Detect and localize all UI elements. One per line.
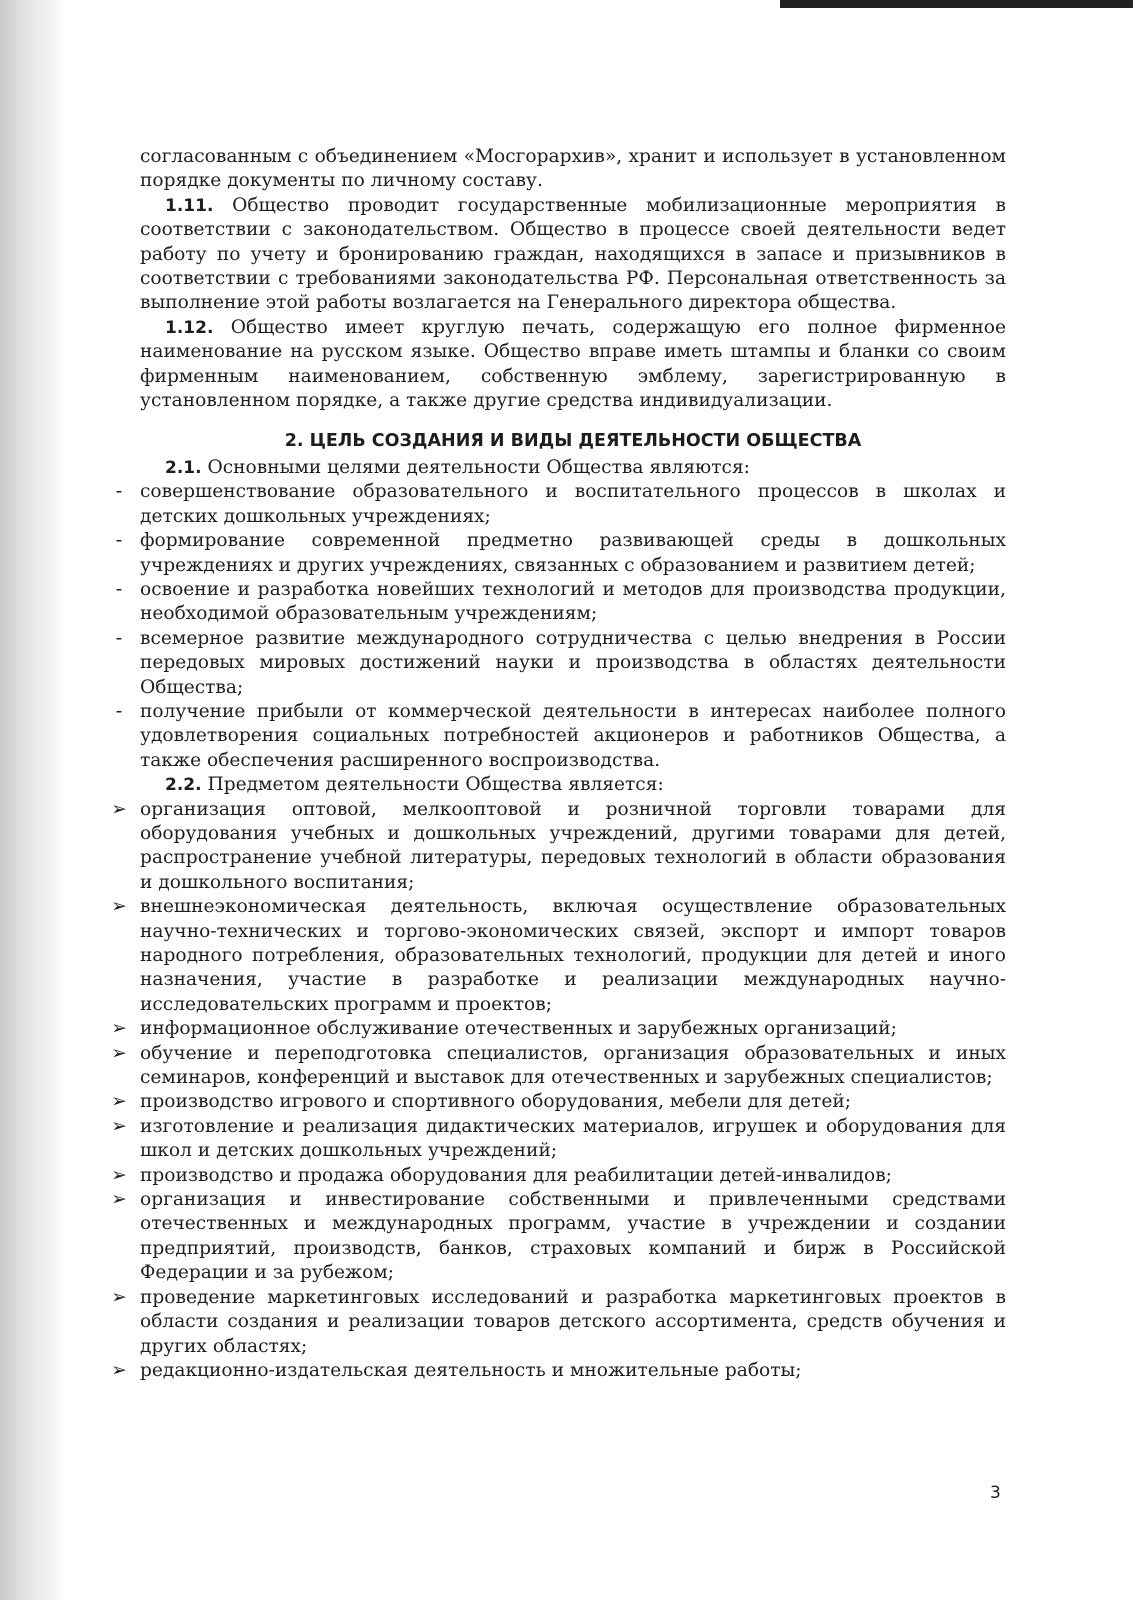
bullet-marker: ➢: [111, 1189, 127, 1211]
bullet-marker: ➢: [111, 798, 127, 820]
list-item-text: совершенствование образовательного и воспитательного процессов в школах и детских дошкольных учреждениях;: [140, 481, 1006, 527]
list-item: [111, 798, 1006, 896]
list-item-text: производство игрового и спортивного оборудования, мебели для детей;: [140, 1091, 851, 1113]
list-item-text: редакционно-издательская деятельность и множительные работы;: [140, 1359, 802, 1381]
list-item: [111, 1115, 1006, 1164]
bullet-marker: ➢: [111, 1042, 127, 1064]
paragraph-1-12: [140, 316, 1006, 414]
page-number: 3: [990, 1483, 1001, 1503]
list-item-text: информационное обслуживание отечественных и зарубежных организаций;: [140, 1018, 897, 1040]
bullet-marker: ➢: [111, 1359, 127, 1381]
list-item-text: изготовление и реализация дидактических материалов, игрушек и оборудования для школ и детских дошкольных учреждений;: [140, 1115, 1006, 1162]
bullet-marker: ➢: [111, 1018, 127, 1040]
list-item-text: внешнеэкономическая деятельность, включая осуществление образовательных научно-технических и торгово-экономических связей, экспорт и импорт товаров народного потребления, образовательных технологий, продукции для детей и иного назначения, участие в разработке и реализации международных научно-исследовательских программ и проектов;: [140, 896, 1006, 1015]
document-body: [111, 145, 1006, 1383]
section-2-heading: 2. ЦЕЛЬ СОЗДАНИЯ И ВИДЫ ДЕЯТЕЛЬНОСТИ ОБЩЕСТВА: [284, 431, 862, 452]
list-item: [115, 700, 1006, 773]
list-item: [111, 1017, 1006, 1041]
list-item: [111, 1188, 1006, 1286]
paragraph-2-2: [140, 773, 1006, 797]
list-item-text: формирование современной предметно развивающей среды в дошкольных учреждениях и других учреждениях, связанных с образованием и развитием детей;: [140, 530, 1006, 576]
scan-left-edge: [0, 0, 66, 1600]
bullet-marker: ➢: [111, 896, 127, 918]
paragraph-1-10-continuation: согласованным с объединением «Мосгорархив», хранит и использует в установленном порядке документы по личному составу.: [140, 146, 1006, 192]
clause-text: Предметом деятельности Общества является:: [201, 774, 664, 796]
clause-number: 1.11.: [165, 195, 214, 216]
list-item-text: производство и продажа оборудования для реабилитации детей-инвалидов;: [140, 1164, 892, 1186]
bullet-marker: -: [115, 481, 123, 503]
list-item: [115, 529, 1006, 578]
list-item: [111, 1164, 1006, 1188]
bullet-marker: ➢: [111, 1091, 127, 1113]
clause-text: Основными целями деятельности Общества являются:: [201, 456, 750, 478]
paragraph-1-11: [140, 194, 1006, 316]
list-item: [115, 627, 1006, 700]
list-item: [111, 1090, 1006, 1114]
goals-list: [115, 480, 1006, 773]
bullet-marker: -: [115, 578, 123, 600]
list-item-text: организация оптовой, мелкооптовой и розничной торговли товарами для оборудования учебных и дошкольных учреждений, другими товарами для детей, распространение учебной литературы, передовых технологий в области образования и дошкольного воспитания;: [140, 798, 1006, 893]
list-item-text: всемерное развитие международного сотрудничества с целью внедрения в России передовых мировых достижений науки и производства в областях деятельности Общества;: [140, 627, 1006, 698]
bullet-marker: -: [115, 530, 123, 552]
list-item-text: получение прибыли от коммерческой деятельности в интересах наиболее полного удовлетворения социальных потребностей акционеров и работников Общества, а также обеспечения расширенного воспроизводства.: [140, 700, 1006, 771]
list-item-text: обучение и переподготовка специалистов, организация образовательных и иных семинаров, конференций и выставок для отечественных и зарубежных специалистов;: [140, 1042, 1006, 1089]
bullet-marker: ➢: [111, 1286, 127, 1308]
clause-number: 1.12.: [165, 317, 214, 338]
scan-top-edge: [780, 0, 1133, 8]
list-item-text: проведение маркетинговых исследований и разработка маркетинговых проектов в области создания и реализации товаров детского ассортимента, средств обучения и других областях;: [140, 1286, 1006, 1357]
activities-list: [111, 798, 1006, 1384]
bullet-marker: -: [115, 627, 123, 649]
list-item: [111, 1359, 1006, 1383]
list-item: [111, 1286, 1006, 1359]
bullet-marker: ➢: [111, 1115, 127, 1137]
list-item-text: освоение и разработка новейших технологий и методов для производства продукции, необходимой образовательным учреждениям;: [140, 578, 1006, 625]
list-item-text: организация и инвестирование собственными и привлеченными средствами отечественных и международных программ, участие в учреждении и создании предприятий, производств, банков, страховых компаний и бирж в Российской Федерации и за рубежом;: [140, 1189, 1006, 1284]
paragraph-2-1: [140, 456, 1006, 480]
clause-number: 2.2.: [165, 775, 202, 796]
bullet-marker: ➢: [111, 1164, 127, 1186]
list-item: [111, 895, 1006, 1017]
clause-number: 2.1.: [165, 457, 202, 478]
list-item: [115, 480, 1006, 529]
clause-text: Общество проводит государственные мобилизационные мероприятия в соответствии с законодательством. Общество в процессе своей деятельности ведет работу по учету и бронированию граждан, находящихся в запасе и призывников в соответствии с требованиями законодательства РФ. Персональная ответственность за выполнение этой работы возлагается на Генерального директора общества.: [140, 194, 1006, 314]
list-item: [115, 578, 1006, 627]
bullet-marker: -: [115, 700, 123, 722]
clause-text: Общество имеет круглую печать, содержащую его полное фирменное наименование на русском языке. Общество вправе иметь штампы и бланки со своим фирменным наименованием, собственную эмблему, зарегистрированную в установленном порядке, а также другие средства индивидуализации.: [140, 316, 1006, 412]
list-item: [111, 1042, 1006, 1091]
